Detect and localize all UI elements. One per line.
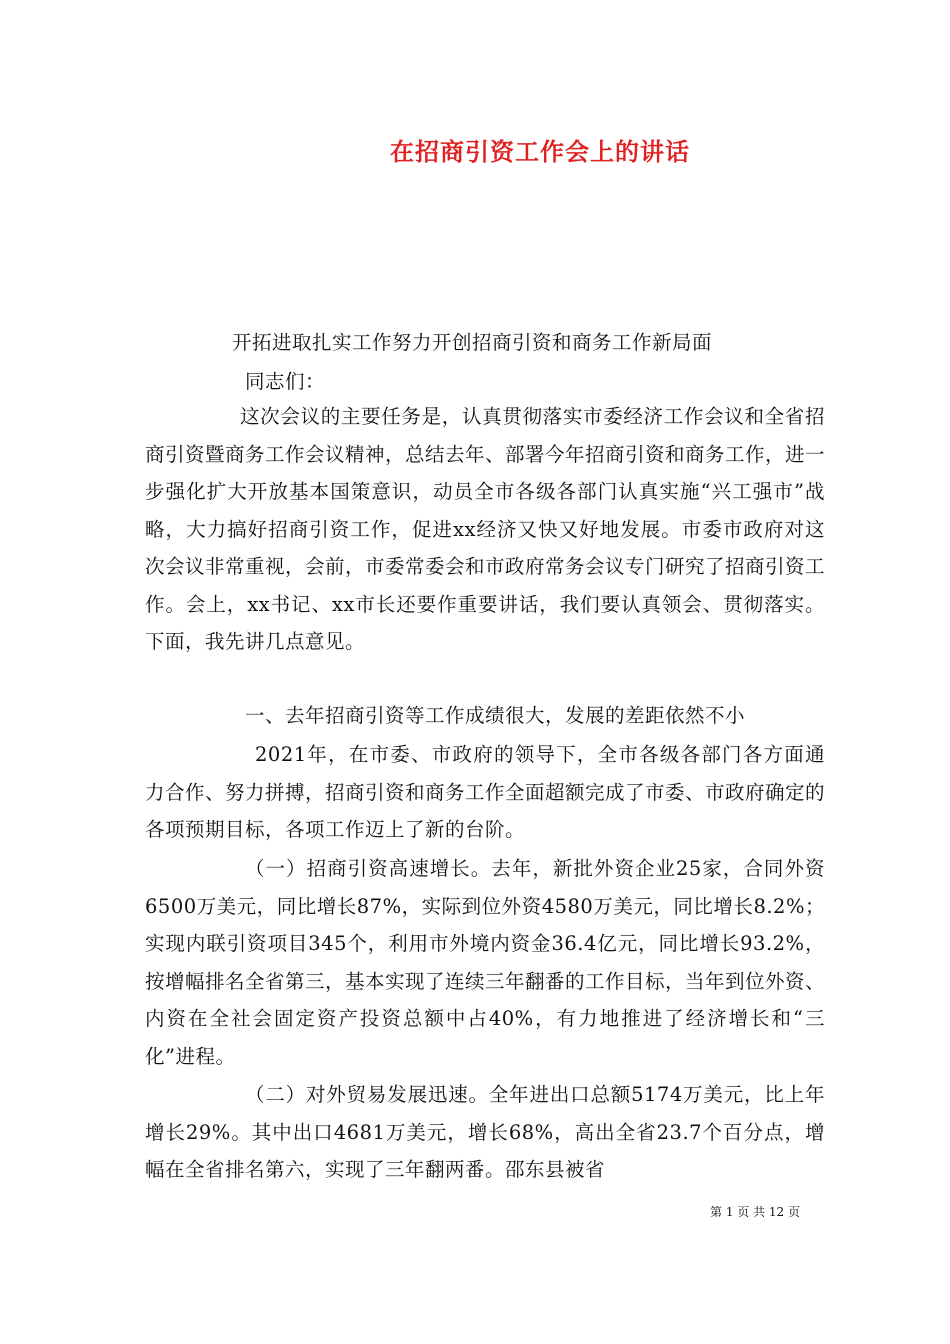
paragraph-intro: 这次会议的主要任务是，认真贯彻落实市委经济工作会议和全省招商引资暨商务工作会议精神，总结去年、部署今年招商引资和商务工作，进一步强化扩大开放基本国策意识，动员全市各级各部门认真实施“兴工强市”战略，大力搞好招商引资工作，促进xx经济又快又好地发展。市委市政府对这次会议非常重视，会前，市委常委会和市政府常务会议专门研究了招商引资工作。会上，xx书记、xx市长还要作重要讲话，我们要认真领会、贯彻落实。下面，我先讲几点意见。 [145, 405, 826, 653]
page-number-footer: 第 1 页 共 12 页 [710, 1205, 800, 1219]
paragraph-trade: （二）对外贸易发展迅速。全年进出口总额5174万美元，比上年增长29%。其中出口4681万美元，增长68%，高出全省23.7个百分点，增幅在全省排名第六，实现了三年翻两番。邵东县被省 [145, 1083, 825, 1181]
document-title: 在招商引资工作会上的讲话 [390, 137, 690, 166]
paragraph-overview: 2021年，在市委、市政府的领导下，全市各级各部门各方面通力合作、努力拼搏，招商引资和商务工作全面超额完成了市委、市政府确定的各项预期目标，各项工作迈上了新的台阶。 [145, 743, 826, 841]
paragraph-investment: （一）招商引资高速增长。去年，新批外资企业25家，合同外资6500万美元，同比增长87%，实际到位外资4580万美元，同比增长8.2%；实现内联引资项目345个，利用市外境内资金36.4亿元，同比增长93.2%，按增幅排名全省第三，基本实现了连续三年翻番的工作目标，当年到位外资、内资在全社会固定资产投资总额中占40%，有力地推进了经济增长和“三化”进程。 [145, 857, 826, 1068]
salutation: 同志们： [245, 370, 326, 393]
section-heading-1: 一、去年招商引资等工作成绩很大，发展的差距依然不小 [245, 704, 746, 727]
speech-subtitle: 开拓进取扎实工作努力开创招商引资和商务工作新局面 [232, 331, 713, 354]
